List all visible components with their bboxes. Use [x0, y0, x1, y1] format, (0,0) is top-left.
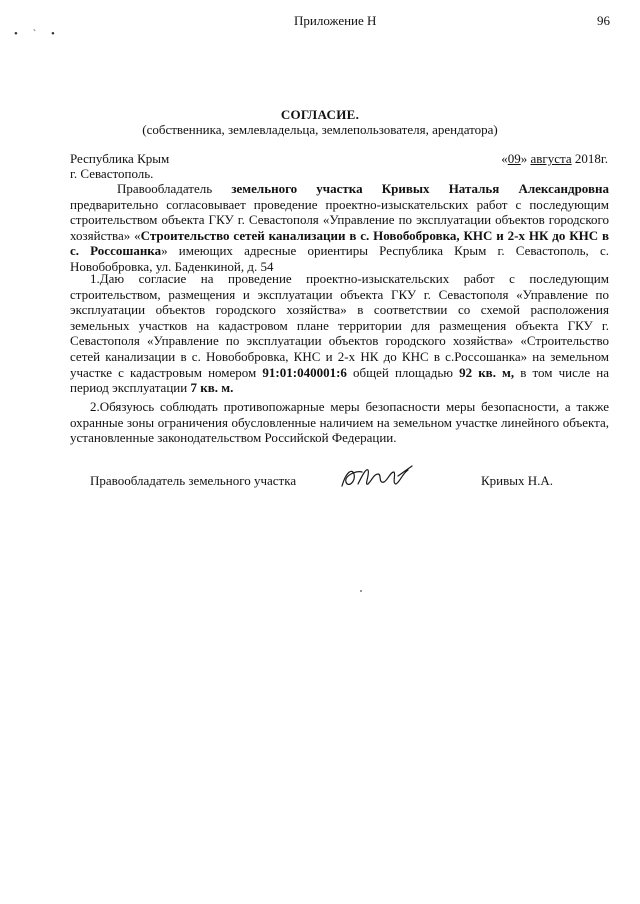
- paragraph-item-2: 2.Обязуюсь соблюдать противопожарные меры безопасности меры безопасности, а также охранные зоны ограничения обусловленные наличием на земельном участке линейного объекта, установленные законодательством Российской Федерации.: [70, 399, 609, 446]
- place-block: [70, 151, 169, 181]
- appendix-label: Приложение Н: [294, 13, 377, 28]
- cadastral-number: 91:01:040001:6: [262, 364, 347, 380]
- signature-role: Правообладатель земельного участка: [90, 473, 297, 488]
- date-day: 09: [507, 151, 521, 166]
- p2-text-1: 1.Даю согласие на проведение проектно-изыскательских работ с последующим строительством, размещения и эксплуатации объекта ГКУ г. Севастополя «Управление по эксплуатации объектов городского хозяйства» в соответствии со схемой расположения земельных участков на кадастровом плане территории для размещения объекта ГКУ г. Севастополя «Управление по эксплуатации объектов городского хозяйства» «Строительство сетей канализации в с. Новобобровка, КНС и 2-х НК до КНС в с.Россошанка» на земельном участке с кадастровым номером: [70, 271, 609, 380]
- operation-area: 7 кв. м.: [190, 380, 234, 396]
- p1-text-1: Правообладатель: [117, 181, 232, 196]
- p2-text-3: в том числе на период эксплуатации: [70, 364, 609, 396]
- date-open-quote: «: [501, 151, 508, 166]
- total-area: 92 кв. м,: [459, 364, 515, 380]
- page-number: 96: [597, 13, 610, 28]
- p2-text-2: общей площадью: [346, 364, 460, 380]
- signature-name: Кривых Н.А.: [481, 473, 554, 488]
- paragraph-consent-intro: [70, 181, 609, 275]
- date-year: 2018г.: [574, 151, 608, 166]
- scan-dot: [360, 590, 362, 592]
- p1-text-3: » имеющих адресные ориентиры Республика Крым г. Севастополь, с. Новобобровка, ул. Баденкиной, д. 54: [70, 243, 609, 274]
- document-date: [501, 151, 608, 167]
- scan-specks: • ` •: [14, 28, 61, 40]
- document-subtitle: (собственника, землевладельца, землепользователя, арендатора): [142, 122, 498, 137]
- document-title: СОГЛАСИЕ.: [280, 107, 360, 122]
- p1-text-2: предварительно согласовывает проведение проектно-изыскательских работ с последующим строительством объекта ГКУ г. Севастополя «Управление по эксплуатации объектов городского хозяйства» «: [70, 196, 609, 243]
- date-close-quote: »: [520, 151, 528, 166]
- date-month: августа: [530, 151, 572, 166]
- handwritten-signature: [338, 462, 418, 499]
- p1-project-name: Строительство сетей канализации в с. Новобобровка, КНС и 2-х НК до КНС в с. Россошанка: [70, 227, 610, 259]
- paragraph-item-1: [70, 271, 609, 396]
- p1-owner-name: земельного участка Кривых Наталья Александровна: [231, 181, 609, 196]
- place-region: Республика Крым: [70, 151, 170, 166]
- place-city: г. Севастополь.: [70, 166, 154, 181]
